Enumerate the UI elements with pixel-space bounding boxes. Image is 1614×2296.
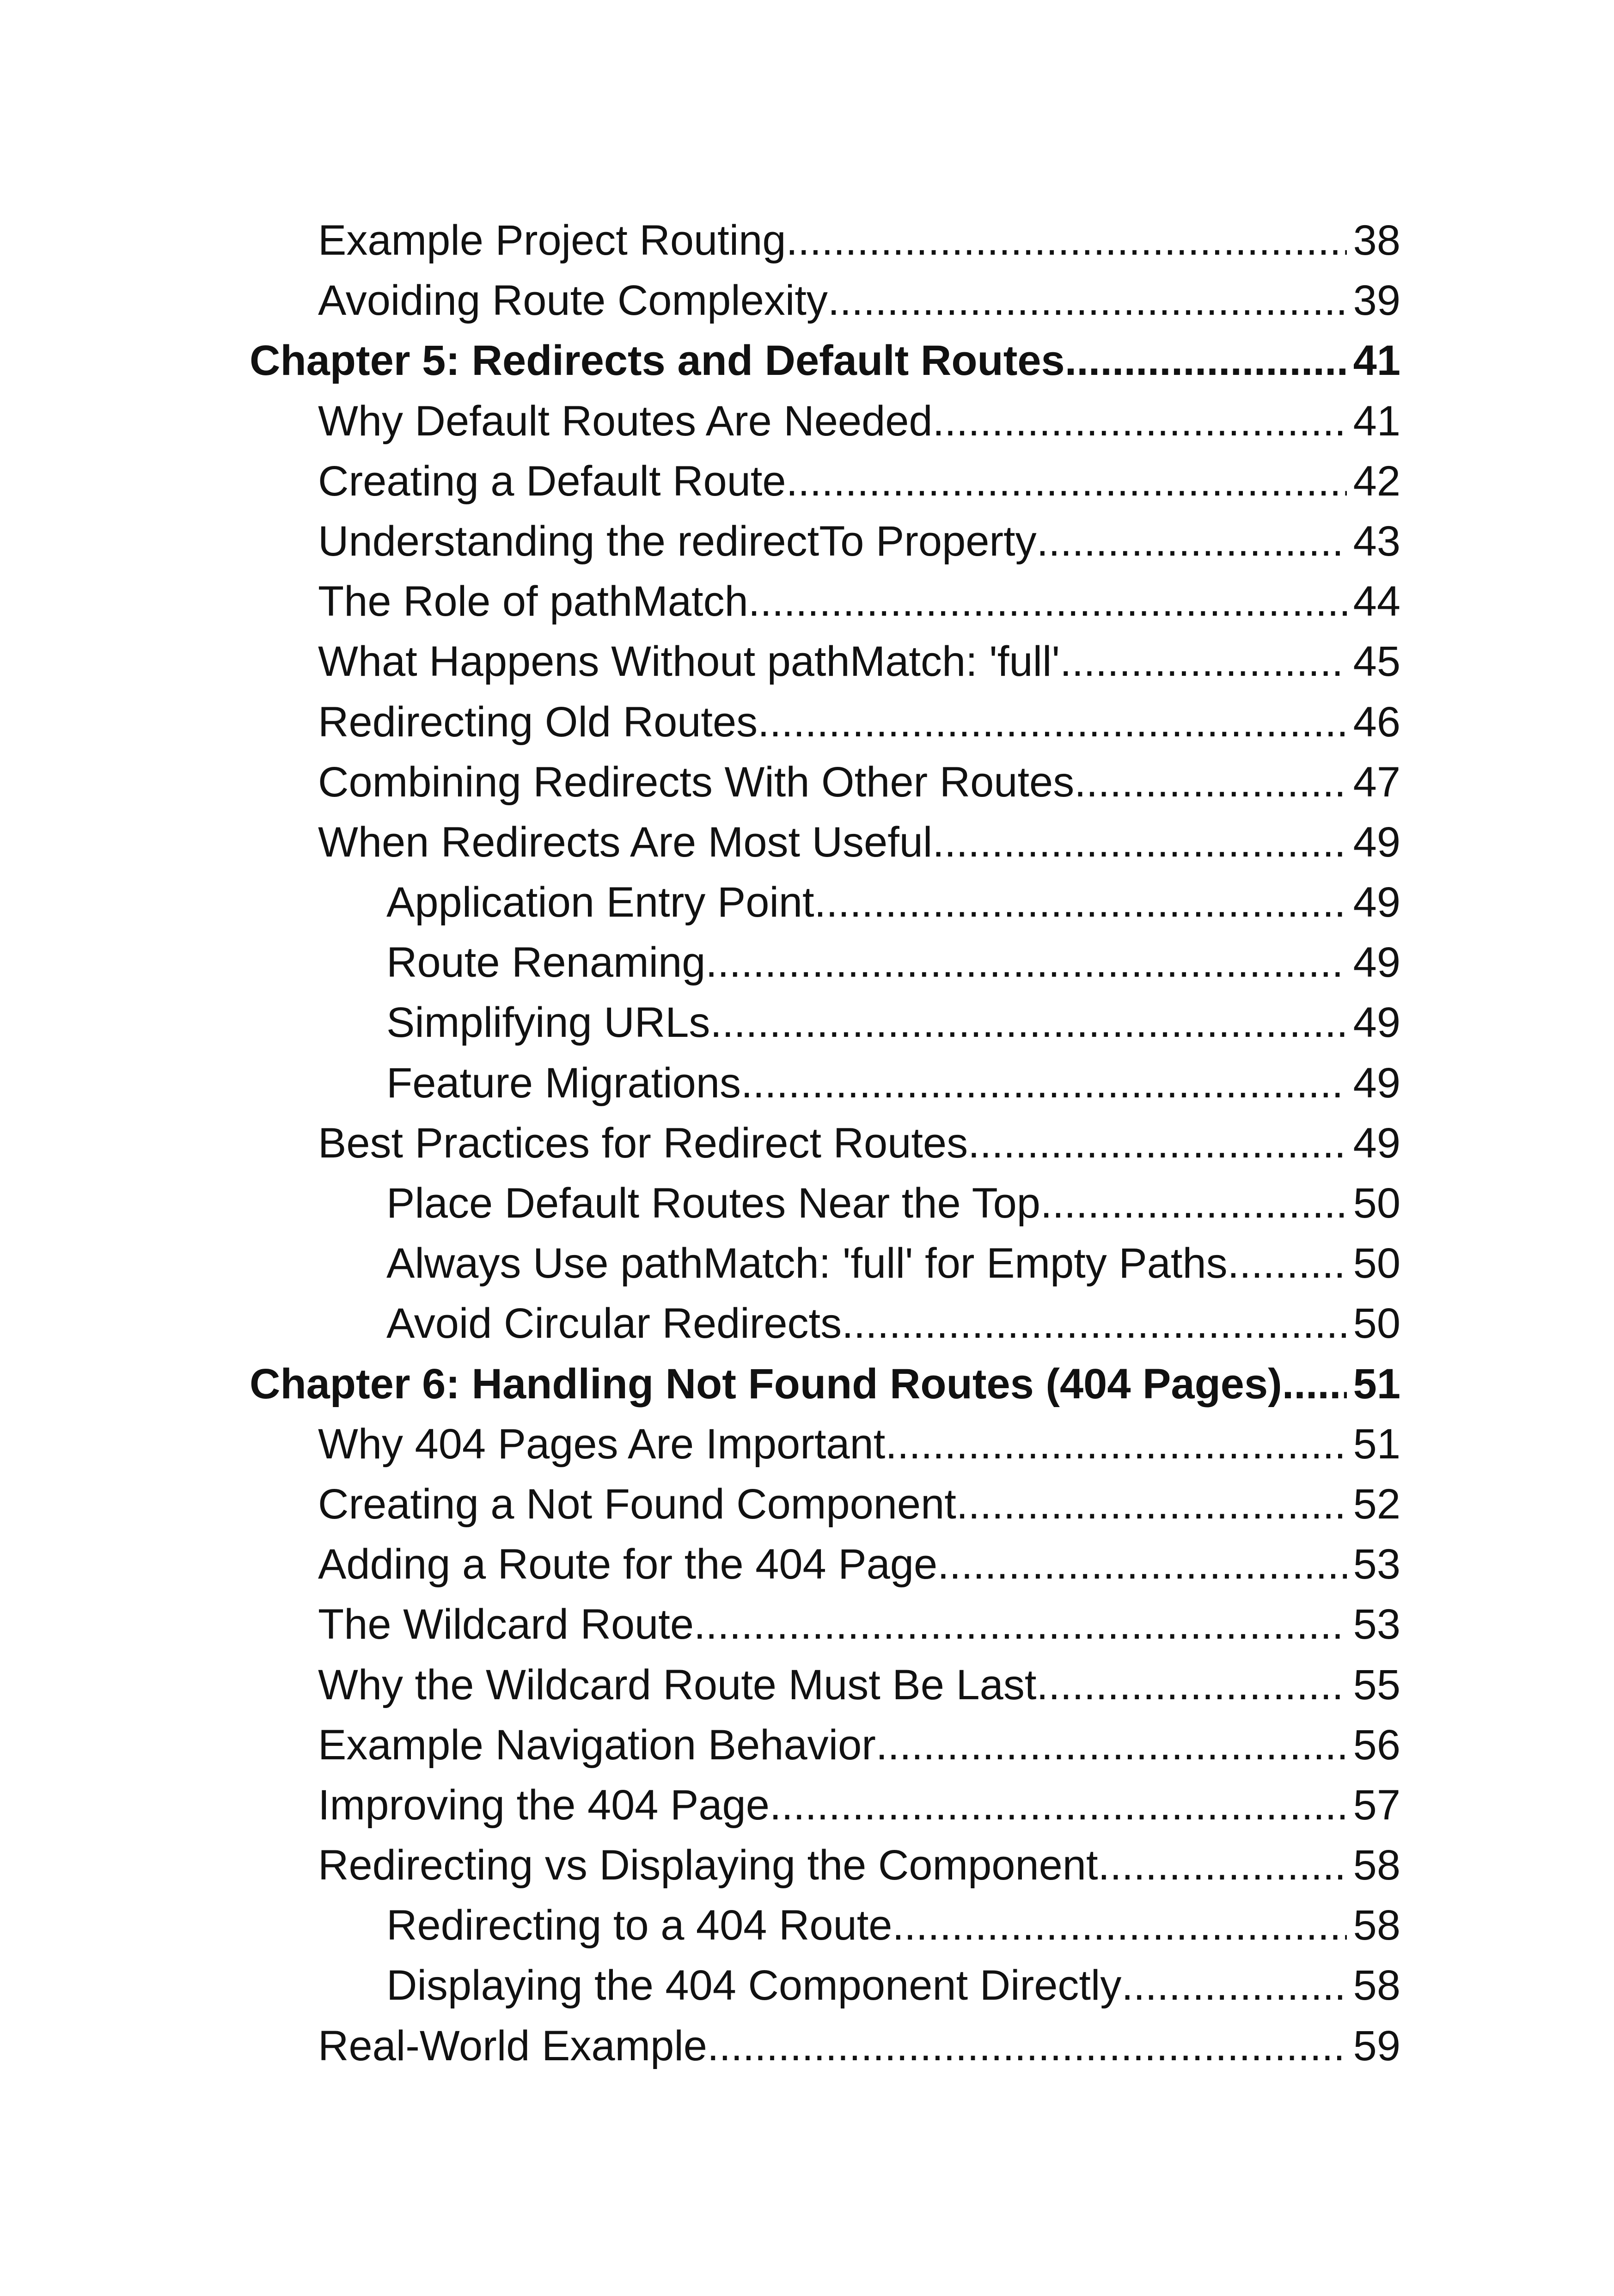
toc-section-entry[interactable] xyxy=(250,631,1400,692)
toc-dot-leader xyxy=(1037,511,1347,571)
toc-entry-title: Redirecting to a 404 Route xyxy=(386,1902,893,1949)
toc-entry-title: Best Practices for Redirect Routes xyxy=(318,1119,968,1167)
toc-section-entry[interactable] xyxy=(250,752,1400,812)
toc-entry-title: Adding a Route for the 404 Page xyxy=(318,1541,938,1588)
toc-entry-title: Avoiding Route Complexity xyxy=(318,277,828,325)
toc-page-number: 55 xyxy=(1353,1661,1400,1708)
toc-page-number: 49 xyxy=(1353,939,1400,986)
toc-page-number: 41 xyxy=(1353,397,1400,445)
toc-dot-leader xyxy=(842,1293,1347,1353)
toc-section-entry[interactable] xyxy=(250,1655,1400,1715)
toc-dot-leader xyxy=(1282,1354,1347,1414)
toc-dot-leader xyxy=(828,270,1347,331)
toc-dot-leader xyxy=(1065,331,1347,391)
toc-entry-title: Example Project Routing xyxy=(318,217,786,264)
toc-section-entry[interactable] xyxy=(250,1594,1400,1654)
toc-page-number: 50 xyxy=(1353,1300,1400,1347)
toc-page-number: 39 xyxy=(1353,277,1400,325)
toc-entry-title: Place Default Routes Near the Top xyxy=(386,1180,1040,1227)
toc-subsection-entry[interactable] xyxy=(250,992,1400,1053)
toc-entry-title: Avoid Circular Redirects xyxy=(386,1300,842,1347)
toc-dot-leader xyxy=(705,932,1346,992)
toc-page-number: 56 xyxy=(1353,1721,1400,1769)
toc-dot-leader xyxy=(876,1715,1347,1775)
toc-dot-leader xyxy=(758,692,1347,752)
toc-section-entry[interactable] xyxy=(250,1534,1400,1594)
toc-dot-leader xyxy=(956,1474,1347,1534)
toc-dot-leader xyxy=(707,2016,1347,2076)
toc-dot-leader xyxy=(1074,752,1346,812)
toc-page-number: 50 xyxy=(1353,1240,1400,1287)
toc-dot-leader xyxy=(892,1895,1346,1955)
toc-chapter-entry[interactable] xyxy=(250,1354,1400,1414)
toc-dot-leader xyxy=(1060,631,1347,692)
toc-page-number: 49 xyxy=(1353,999,1400,1047)
toc-page-number: 49 xyxy=(1353,818,1400,866)
toc-entry-title: Why 404 Pages Are Important xyxy=(318,1420,886,1468)
toc-section-entry[interactable] xyxy=(250,1715,1400,1775)
toc-section-entry[interactable] xyxy=(250,812,1400,872)
toc-page-number: 49 xyxy=(1353,879,1400,926)
toc-entry-title: Why Default Routes Are Needed xyxy=(318,397,933,445)
toc-section-entry[interactable] xyxy=(250,1414,1400,1474)
toc-entry-title: Redirecting Old Routes xyxy=(318,698,758,746)
toc-page-number: 44 xyxy=(1353,578,1400,625)
toc-page-number: 58 xyxy=(1353,1962,1400,2009)
toc-subsection-entry[interactable] xyxy=(250,1293,1400,1353)
toc-entry-title: Simplifying URLs xyxy=(386,999,710,1047)
toc-page-number: 46 xyxy=(1353,698,1400,746)
toc-entry-title: The Wildcard Route xyxy=(318,1601,694,1648)
toc-subsection-entry[interactable] xyxy=(250,932,1400,992)
toc-page-number: 52 xyxy=(1353,1480,1400,1528)
toc-subsection-entry[interactable] xyxy=(250,1173,1400,1233)
toc-dot-leader xyxy=(694,1594,1347,1654)
toc-subsection-entry[interactable] xyxy=(250,1233,1400,1293)
toc-section-entry[interactable] xyxy=(250,210,1400,270)
toc-section-entry[interactable] xyxy=(250,1835,1400,1895)
toc-dot-leader xyxy=(741,1053,1347,1113)
toc-dot-leader xyxy=(786,451,1347,511)
toc-section-entry[interactable] xyxy=(250,451,1400,511)
toc-entry-title: Feature Migrations xyxy=(386,1059,741,1107)
toc-section-entry[interactable] xyxy=(250,1775,1400,1835)
toc-page-number: 58 xyxy=(1353,1842,1400,1889)
toc-entry-title: Always Use pathMatch: 'full' for Empty Paths xyxy=(386,1240,1228,1287)
toc-dot-leader xyxy=(932,812,1346,872)
toc-entry-title: Application Entry Point xyxy=(386,879,814,926)
table-of-contents xyxy=(250,210,1400,2076)
toc-page-number: 51 xyxy=(1353,1420,1400,1468)
toc-section-entry[interactable] xyxy=(250,391,1400,451)
toc-subsection-entry[interactable] xyxy=(250,1895,1400,1955)
toc-dot-leader xyxy=(968,1113,1347,1173)
toc-page-number: 53 xyxy=(1353,1541,1400,1588)
toc-entry-title: What Happens Without pathMatch: 'full' xyxy=(318,638,1060,686)
toc-entry-title: Route Renaming xyxy=(386,939,706,986)
toc-section-entry[interactable] xyxy=(250,692,1400,752)
toc-dot-leader xyxy=(710,992,1346,1053)
toc-dot-leader xyxy=(814,872,1347,932)
toc-subsection-entry[interactable] xyxy=(250,872,1400,932)
toc-dot-leader xyxy=(1121,1955,1346,2015)
toc-chapter-entry[interactable] xyxy=(250,331,1400,391)
toc-page-number: 53 xyxy=(1353,1601,1400,1648)
toc-page-number: 41 xyxy=(1353,337,1400,385)
toc-dot-leader xyxy=(933,391,1347,451)
toc-dot-leader xyxy=(786,210,1347,270)
toc-page-number: 42 xyxy=(1353,457,1400,505)
toc-dot-leader xyxy=(1228,1233,1347,1293)
toc-page-number: 51 xyxy=(1353,1360,1400,1408)
toc-dot-leader xyxy=(1098,1835,1347,1895)
toc-entry-title: Displaying the 404 Component Directly xyxy=(386,1962,1122,2009)
toc-page-number: 47 xyxy=(1353,758,1400,806)
toc-page-number: 38 xyxy=(1353,217,1400,264)
toc-entry-title: Real-World Example xyxy=(318,2022,707,2069)
toc-dot-leader xyxy=(885,1414,1346,1474)
toc-section-entry[interactable] xyxy=(250,571,1400,631)
toc-page-number: 49 xyxy=(1353,1059,1400,1107)
toc-entry-title: Creating a Default Route xyxy=(318,457,786,505)
toc-subsection-entry[interactable] xyxy=(250,1053,1400,1113)
toc-entry-title: Chapter 6: Handling Not Found Routes (404 Pages) xyxy=(250,1360,1282,1408)
toc-dot-leader xyxy=(1036,1655,1346,1715)
toc-section-entry[interactable] xyxy=(250,511,1400,571)
toc-page-number: 45 xyxy=(1353,638,1400,686)
toc-entry-title: Improving the 404 Page xyxy=(318,1781,770,1829)
toc-entry-title: Example Navigation Behavior xyxy=(318,1721,876,1769)
toc-entry-title: Why the Wildcard Route Must Be Last xyxy=(318,1661,1037,1708)
toc-section-entry[interactable] xyxy=(250,2016,1400,2076)
toc-section-entry[interactable] xyxy=(250,270,1400,331)
toc-dot-leader xyxy=(748,571,1347,631)
toc-page-number: 43 xyxy=(1353,517,1400,565)
toc-dot-leader xyxy=(1040,1173,1347,1233)
toc-page-number: 50 xyxy=(1353,1180,1400,1227)
toc-page-number: 58 xyxy=(1353,1902,1400,1949)
toc-page-number: 57 xyxy=(1353,1781,1400,1829)
toc-dot-leader xyxy=(937,1534,1347,1594)
toc-dot-leader xyxy=(770,1775,1347,1835)
toc-entry-title: When Redirects Are Most Useful xyxy=(318,818,933,866)
toc-section-entry[interactable] xyxy=(250,1113,1400,1173)
toc-subsection-entry[interactable] xyxy=(250,1955,1400,2015)
toc-page-number: 59 xyxy=(1353,2022,1400,2069)
toc-entry-title: Chapter 5: Redirects and Default Routes xyxy=(250,337,1065,385)
toc-page-number: 49 xyxy=(1353,1119,1400,1167)
toc-entry-title: The Role of pathMatch xyxy=(318,578,748,625)
toc-entry-title: Understanding the redirectTo Property xyxy=(318,517,1037,565)
toc-entry-title: Combining Redirects With Other Routes xyxy=(318,758,1075,806)
toc-section-entry[interactable] xyxy=(250,1474,1400,1534)
toc-entry-title: Redirecting vs Displaying the Component xyxy=(318,1842,1098,1889)
toc-entry-title: Creating a Not Found Component xyxy=(318,1480,956,1528)
